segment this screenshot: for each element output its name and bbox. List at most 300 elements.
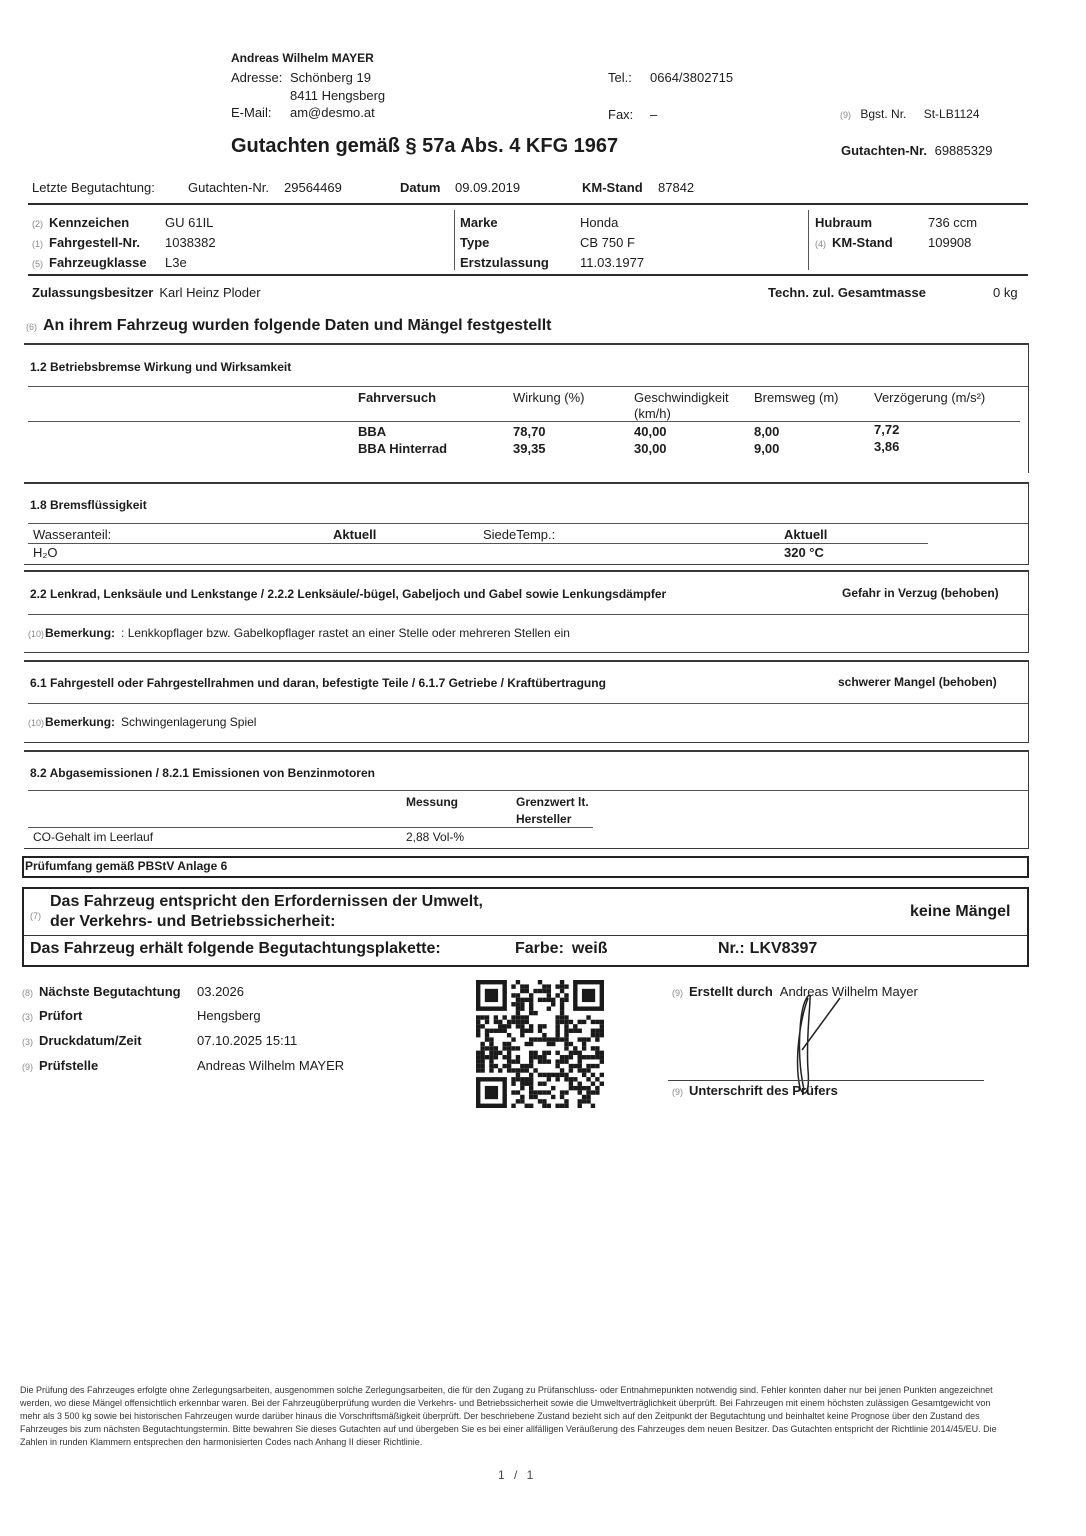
qr-module <box>529 1037 533 1041</box>
qr-module <box>569 1029 573 1033</box>
defect-section-frame <box>24 660 1029 743</box>
qr-module <box>529 1059 533 1063</box>
qr-module <box>480 1042 484 1046</box>
divider <box>28 386 1028 387</box>
qr-module <box>511 1082 515 1086</box>
qr-module <box>569 1020 573 1024</box>
qr-module <box>600 1033 604 1037</box>
qr-module <box>564 1073 568 1077</box>
qr-module <box>511 1059 515 1063</box>
besitzer-label: Zulassungsbesitzer <box>32 285 154 300</box>
plakette-text: Das Fahrzeug erhält folgende Begutachtungsplakette: <box>30 940 441 957</box>
qr-module <box>516 1077 520 1081</box>
qr-module <box>582 1055 586 1059</box>
qr-module <box>520 1029 524 1033</box>
qr-module <box>489 1051 493 1055</box>
qr-module <box>591 1055 595 1059</box>
qr-module <box>525 1064 529 1068</box>
kennzeichen-value: GU 61IL <box>165 215 214 230</box>
qr-module <box>564 1046 568 1050</box>
code-kennzeichen: (2) <box>32 219 43 229</box>
qr-module <box>507 1064 511 1068</box>
divider <box>28 274 1028 276</box>
qr-module <box>600 1059 604 1063</box>
qr-module <box>502 1042 506 1046</box>
qr-module <box>564 1059 568 1063</box>
qr-module <box>600 1055 604 1059</box>
plakette-nr-value: LKV8397 <box>749 940 818 957</box>
qr-module <box>564 1055 568 1059</box>
qr-module <box>507 1024 511 1028</box>
qr-module <box>582 1037 586 1041</box>
qr-module <box>555 1059 559 1063</box>
qr-module <box>476 1029 480 1033</box>
qr-module <box>542 1090 546 1094</box>
qr-module <box>489 1046 493 1050</box>
code-pruefstelle: (9) <box>22 1062 33 1072</box>
type-value: CB 750 F <box>580 235 635 250</box>
qr-module <box>511 1077 515 1081</box>
qr-module <box>529 1104 533 1108</box>
qr-module <box>516 998 520 1002</box>
result-line-2: der Verkehrs- und Betriebssicherheit: <box>50 913 336 930</box>
qr-module <box>564 1077 568 1081</box>
brake-row-2-verz: 3,86 <box>874 439 900 454</box>
erstzulassung-value: 11.03.1977 <box>580 255 645 270</box>
brake-row-1-speed: 40,00 <box>634 424 667 439</box>
qr-module <box>489 1029 493 1033</box>
divider <box>28 614 1028 615</box>
klasse-value: L3e <box>165 255 187 270</box>
qr-module <box>600 1051 604 1055</box>
qr-module <box>485 1046 489 1050</box>
qr-module <box>573 1046 577 1050</box>
qr-module <box>520 1033 524 1037</box>
qr-module <box>595 1077 599 1081</box>
qr-module <box>595 1020 599 1024</box>
qr-module <box>578 1037 582 1041</box>
brake-header-geschwindigkeit: Geschwindigkeit (km/h) <box>634 390 729 421</box>
qr-module <box>564 1042 568 1046</box>
qr-module <box>560 1104 564 1108</box>
last-inspection-nr: 29564469 <box>284 180 342 195</box>
divider <box>28 790 1028 791</box>
divider <box>28 827 593 828</box>
qr-module <box>542 989 546 993</box>
divider <box>454 210 455 270</box>
qr-module <box>542 1055 546 1059</box>
qr-module <box>525 984 529 988</box>
qr-module <box>547 1104 551 1108</box>
fluid-siede-value: 320 °C <box>784 545 824 560</box>
qr-module <box>520 984 524 988</box>
remark-2-label: Bemerkung: <box>45 715 116 729</box>
created-by-label: Erstellt durch <box>689 984 773 999</box>
qr-module <box>555 1029 559 1033</box>
erstzulassung-label: Erstzulassung <box>460 255 549 270</box>
qr-module <box>542 1099 546 1103</box>
qr-module <box>476 1020 480 1024</box>
qr-module <box>578 1104 582 1108</box>
qr-module <box>586 1015 590 1019</box>
qr-module <box>578 1090 582 1094</box>
remark-1-label: Bemerkung: <box>45 626 116 640</box>
qr-module <box>511 1090 515 1094</box>
qr-module <box>569 1042 573 1046</box>
qr-module <box>516 1024 520 1028</box>
qr-module <box>538 980 542 984</box>
qr-module <box>520 1068 524 1072</box>
qr-module <box>498 1024 502 1028</box>
qr-module <box>560 1011 564 1015</box>
qr-module <box>476 1068 480 1072</box>
qr-module <box>600 1029 604 1033</box>
qr-module <box>569 1055 573 1059</box>
qr-module <box>520 1082 524 1086</box>
qr-module <box>511 1037 515 1041</box>
qr-module <box>538 1024 542 1028</box>
qr-module <box>595 1033 599 1037</box>
qr-module <box>529 1042 533 1046</box>
qr-module <box>542 984 546 988</box>
fax-label: Fax: <box>608 107 634 122</box>
qr-module <box>573 1029 577 1033</box>
brake-row-2-test: BBA Hinterrad <box>358 441 448 456</box>
qr-module <box>547 1006 551 1010</box>
qr-module <box>480 1024 484 1028</box>
qr-module <box>533 1095 537 1099</box>
qr-module <box>516 1059 520 1063</box>
type-label: Type <box>460 235 490 250</box>
qr-module <box>485 1033 489 1037</box>
qr-module <box>533 1051 537 1055</box>
qr-module <box>507 1068 511 1072</box>
qr-module <box>520 1095 524 1099</box>
qr-module <box>586 1055 590 1059</box>
last-inspection-label: Letzte Begutachtung: <box>32 180 155 195</box>
klasse-label: Fahrzeugklasse <box>49 255 147 270</box>
qr-module <box>555 1015 559 1019</box>
qr-module <box>507 1055 511 1059</box>
qr-module <box>542 998 546 1002</box>
qr-module <box>529 993 533 997</box>
result-verdict: keine Mängel <box>910 903 1011 920</box>
defect-steering-title: 2.2 Lenkrad, Lenksäule und Lenkstange / 2.2.2 Lenksäule/-bügel, Gabeljoch und Gabel sowie Lenkungsdämpfer <box>30 587 667 601</box>
qr-module <box>591 1073 595 1077</box>
qr-module <box>520 998 524 1002</box>
qr-module <box>489 1037 493 1041</box>
marke-label: Marke <box>460 215 498 230</box>
qr-module <box>551 1095 555 1099</box>
pruefort-value: Hengsberg <box>197 1008 261 1023</box>
qr-module <box>516 1090 520 1094</box>
qr-module <box>476 1059 480 1063</box>
qr-module <box>538 1055 542 1059</box>
qr-module <box>533 989 537 993</box>
qr-module <box>582 1046 586 1050</box>
last-inspection-km-label: KM-Stand <box>582 180 643 195</box>
qr-module <box>591 1090 595 1094</box>
qr-module <box>586 1064 590 1068</box>
qr-module <box>547 1051 551 1055</box>
last-inspection-date-label: Datum <box>400 180 441 195</box>
plakette-nr-label: Nr.: <box>718 940 745 957</box>
qr-module <box>533 1090 537 1094</box>
pruefstelle-label: Prüfstelle <box>39 1058 99 1073</box>
qr-module <box>516 1002 520 1006</box>
qr-module <box>529 1077 533 1081</box>
qr-module <box>555 1104 559 1108</box>
qr-module <box>600 1073 604 1077</box>
qr-module <box>525 1020 529 1024</box>
qr-module <box>485 1015 489 1019</box>
address-label: Adresse: <box>231 70 283 85</box>
qr-module <box>476 1055 480 1059</box>
qr-module <box>586 1095 590 1099</box>
qr-module <box>476 1064 480 1068</box>
next-inspection-value: 03.2026 <box>197 984 244 999</box>
divider <box>24 935 1027 936</box>
qr-module <box>560 984 564 988</box>
document-title: Gutachten gemäß § 57a Abs. 4 KFG 1967 <box>231 135 619 157</box>
qr-module <box>591 1082 595 1086</box>
qr-module <box>582 1020 586 1024</box>
qr-module <box>578 1068 582 1072</box>
fluid-water-label: H₂O <box>33 545 58 560</box>
masse-value: 0 kg <box>993 285 1018 300</box>
qr-module <box>516 1055 520 1059</box>
qr-module <box>525 1029 529 1033</box>
qr-module <box>569 1086 573 1090</box>
emissions-header-grenzwert-2: Hersteller <box>516 812 572 826</box>
qr-module <box>516 1011 520 1015</box>
qr-module <box>547 989 551 993</box>
brake-row-2-bremsweg: 9,00 <box>754 441 780 456</box>
findings-title: An ihrem Fahrzeug wurden folgende Daten und Mängel festgestellt <box>43 317 552 334</box>
qr-module <box>480 1059 484 1063</box>
code-created: (9) <box>672 988 683 998</box>
qr-module <box>494 1051 498 1055</box>
qr-module <box>582 1073 586 1077</box>
qr-module <box>489 1042 493 1046</box>
qr-module <box>560 998 564 1002</box>
next-inspection-label: Nächste Begutachtung <box>39 984 181 999</box>
qr-module <box>595 1051 599 1055</box>
bgst-label: Bgst. Nr. <box>860 107 907 121</box>
qr-module <box>578 1055 582 1059</box>
qr-module <box>529 998 533 1002</box>
qr-module <box>542 1033 546 1037</box>
qr-module <box>555 1020 559 1024</box>
qr-module <box>551 1086 555 1090</box>
qr-module <box>507 1046 511 1050</box>
qr-module <box>538 989 542 993</box>
qr-module <box>520 1006 524 1010</box>
qr-finder-bottom-left <box>476 1077 507 1108</box>
qr-module <box>573 1077 577 1081</box>
qr-module <box>538 998 542 1002</box>
qr-module <box>560 1068 564 1072</box>
druck-label: Druckdatum/Zeit <box>39 1033 142 1048</box>
inspector-name: Andreas Wilhelm MAYER <box>231 51 374 65</box>
emissions-row-label: CO-Gehalt im Leerlauf <box>33 830 154 844</box>
qr-module <box>547 1042 551 1046</box>
farbe-label: Farbe: <box>515 940 564 957</box>
qr-module <box>595 1046 599 1050</box>
qr-module <box>578 1064 582 1068</box>
qr-module <box>591 1064 595 1068</box>
qr-module <box>502 1024 506 1028</box>
pruefort-label: Prüfort <box>39 1008 83 1023</box>
defect-frame-severity: schwerer Mangel (behoben) <box>838 675 997 689</box>
qr-module <box>520 1002 524 1006</box>
qr-module <box>573 1051 577 1055</box>
code-next: (8) <box>22 988 33 998</box>
qr-module <box>555 1033 559 1037</box>
qr-module <box>542 1059 546 1063</box>
qr-module <box>494 1015 498 1019</box>
qr-module <box>542 1082 546 1086</box>
qr-module <box>476 1024 480 1028</box>
qr-module <box>542 1104 546 1108</box>
qr-module <box>600 1082 604 1086</box>
qr-module <box>551 998 555 1002</box>
qr-module <box>533 1037 537 1041</box>
divider <box>28 523 1028 524</box>
email-label: E-Mail: <box>231 105 272 120</box>
remark-2-text: Schwingenlagerung Spiel <box>121 715 257 729</box>
qr-module <box>547 993 551 997</box>
qr-module <box>507 1059 511 1063</box>
qr-module <box>547 1073 551 1077</box>
qr-module <box>502 1055 506 1059</box>
qr-module <box>560 1020 564 1024</box>
qr-module <box>511 993 515 997</box>
qr-module <box>511 1020 515 1024</box>
qr-module <box>525 1042 529 1046</box>
qr-module <box>547 984 551 988</box>
qr-module <box>516 1046 520 1050</box>
brake-row-1-wirkung: 78,70 <box>513 424 546 439</box>
qr-module <box>595 1029 599 1033</box>
qr-module <box>507 1020 511 1024</box>
qr-module <box>538 1082 542 1086</box>
qr-module <box>595 1090 599 1094</box>
qr-module <box>525 1082 529 1086</box>
qr-module <box>591 1046 595 1050</box>
druck-value: 07.10.2025 15:11 <box>197 1033 298 1048</box>
code-sign: (9) <box>672 1087 683 1097</box>
qr-module <box>578 1020 582 1024</box>
qr-module <box>494 1064 498 1068</box>
qr-module <box>525 1068 529 1072</box>
qr-module <box>520 1020 524 1024</box>
qr-module <box>529 1090 533 1094</box>
code-km: (4) <box>815 239 826 249</box>
gutachten-nr-value: 69885329 <box>934 143 993 158</box>
fluid-title: 1.8 Bremsflüssigkeit <box>30 498 147 512</box>
qr-module <box>560 1090 564 1094</box>
qr-module <box>529 1082 533 1086</box>
qr-module <box>507 1033 511 1037</box>
qr-module <box>547 1090 551 1094</box>
qr-module <box>529 1064 533 1068</box>
qr-module <box>516 1015 520 1019</box>
qr-module <box>569 1082 573 1086</box>
qr-module <box>555 1051 559 1055</box>
qr-module <box>560 1073 564 1077</box>
bgst-value: St-LB1124 <box>923 107 980 121</box>
pruefstelle-value: Andreas Wilhelm MAYER <box>197 1058 345 1073</box>
qr-module <box>569 1051 573 1055</box>
code-findings: (6) <box>26 322 37 332</box>
last-inspection-km: 87842 <box>658 180 695 195</box>
qr-module <box>520 1015 524 1019</box>
qr-module <box>538 1073 542 1077</box>
scope-text: Prüfumfang gemäß PBStV Anlage 6 <box>25 859 228 873</box>
qr-module <box>560 1055 564 1059</box>
qr-module <box>480 1015 484 1019</box>
qr-module <box>564 1090 568 1094</box>
qr-module <box>551 1042 555 1046</box>
qr-module <box>498 1020 502 1024</box>
qr-module <box>538 1099 542 1103</box>
qr-module <box>489 1059 493 1063</box>
emissions-title: 8.2 Abgasemissionen / 8.2.1 Emissionen von Benzinmotoren <box>30 766 375 780</box>
qr-module <box>480 1046 484 1050</box>
qr-module <box>494 1046 498 1050</box>
defect-frame-title: 6.1 Fahrgestell oder Fahrgestellrahmen und daran, befestigte Teile / 6.1.7 Getriebe / Kraftübertragung <box>30 676 606 690</box>
qr-module <box>480 1051 484 1055</box>
qr-module <box>564 1104 568 1108</box>
besitzer-value: Karl Heinz Ploder <box>159 285 261 300</box>
qr-module <box>578 1086 582 1090</box>
qr-module <box>485 1037 489 1041</box>
code-druck: (3) <box>22 1037 33 1047</box>
brake-header-bremsweg: Bremsweg (m) <box>754 390 839 405</box>
qr-module <box>489 1064 493 1068</box>
qr-module <box>600 1024 604 1028</box>
qr-module <box>538 1029 542 1033</box>
divider <box>28 703 1028 704</box>
qr-module <box>520 1024 524 1028</box>
qr-module <box>595 1086 599 1090</box>
signature-label: Unterschrift des Prüfers <box>689 1083 838 1098</box>
qr-module <box>511 1068 515 1072</box>
qr-module <box>525 1015 529 1019</box>
qr-module <box>586 1068 590 1072</box>
qr-module <box>516 993 520 997</box>
qr-module <box>547 1077 551 1081</box>
qr-module <box>485 1020 489 1024</box>
qr-module <box>480 1068 484 1072</box>
qr-module <box>595 1037 599 1041</box>
code-result: (7) <box>30 911 41 921</box>
qr-module <box>529 1011 533 1015</box>
qr-module <box>564 984 568 988</box>
qr-module <box>586 1099 590 1103</box>
email-value: am@desmo.at <box>290 105 375 120</box>
code-remark-1: (10) <box>28 629 45 639</box>
qr-module <box>564 1024 568 1028</box>
qr-module <box>564 1037 568 1041</box>
qr-module <box>555 1077 559 1081</box>
qr-module <box>573 1024 577 1028</box>
qr-module <box>551 1073 555 1077</box>
qr-module <box>578 1082 582 1086</box>
qr-module <box>569 1064 573 1068</box>
gutachten-nr-label: Gutachten-Nr. <box>841 143 927 158</box>
